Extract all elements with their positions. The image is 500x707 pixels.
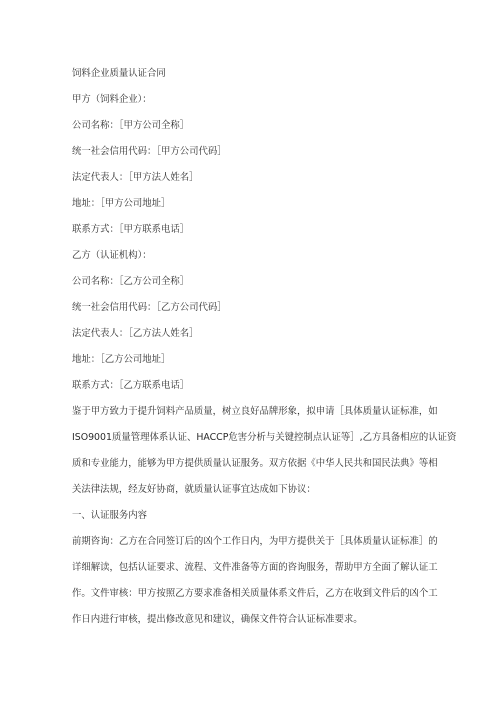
section-1-line: 前期咨询：乙方在合同签订后的凶个工作日内，为甲方提供关于［具体质量认证标准］的 bbox=[72, 536, 438, 547]
party-b-contact: 联系方式：［乙方联系电话］ bbox=[72, 380, 190, 391]
party-a-credit-code: 统一社会信用代码：［甲方公司代码］ bbox=[72, 146, 227, 157]
party-a-address: 地址：［甲方公司地址］ bbox=[72, 198, 171, 209]
party-a-legal-rep: 法定代表人：［甲方法人姓名］ bbox=[72, 172, 199, 183]
party-b-credit-code: 统一社会信用代码：［乙方公司代码］ bbox=[72, 302, 227, 313]
party-a-heading: 甲方（饲料企业）： bbox=[72, 94, 152, 105]
party-a-company-name: 公司名称：［甲方公司全称］ bbox=[72, 120, 190, 131]
section-1-line: 作。文件审核：甲方按照乙方要求准备相关质量体系文件后，乙方在收到文件后的凶个工 bbox=[72, 588, 438, 599]
section-1-line: 作日内进行审核，提出修改意见和建议，确保文件符合认证标准要求。 bbox=[72, 614, 363, 625]
party-b-company-name: 公司名称：［乙方公司全称］ bbox=[72, 276, 190, 287]
party-b-legal-rep: 法定代表人：［乙方法人姓名］ bbox=[72, 328, 199, 339]
party-b-heading: 乙方（认证机构）： bbox=[72, 250, 152, 261]
preamble-line: ISO9001质量管理体系认证、HACCP危害分析与关键控制点认证等］,乙方具备相应的认证资 bbox=[72, 432, 457, 443]
section-1-paragraph bbox=[72, 534, 438, 627]
party-b-address: 地址：［乙方公司地址］ bbox=[72, 354, 171, 365]
preamble-line: 质和专业能力，能够为甲方提供质量认证服务。双方依据《中华人民共和国民法典》等相 bbox=[72, 458, 438, 469]
preamble-line: 鉴于甲方致力于提升饲料产品质量，树立良好品牌形象，拟申请［具体质量认证标准，如 bbox=[72, 406, 438, 417]
section-1-line: 详细解读，包括认证要求、流程、文件准备等方面的咨询服务，帮助甲方全面了解认证工 bbox=[72, 562, 438, 573]
document-title: 饲料企业质量认证合同 bbox=[72, 68, 166, 79]
preamble-paragraph bbox=[72, 404, 457, 497]
preamble-line: 关法律法规，经友好协商，就质量认证事宜达成如下协议： bbox=[72, 484, 316, 495]
section-1-heading: 一、认证服务内容 bbox=[72, 510, 148, 521]
party-a-contact: 联系方式：［甲方联系电话］ bbox=[72, 224, 190, 235]
